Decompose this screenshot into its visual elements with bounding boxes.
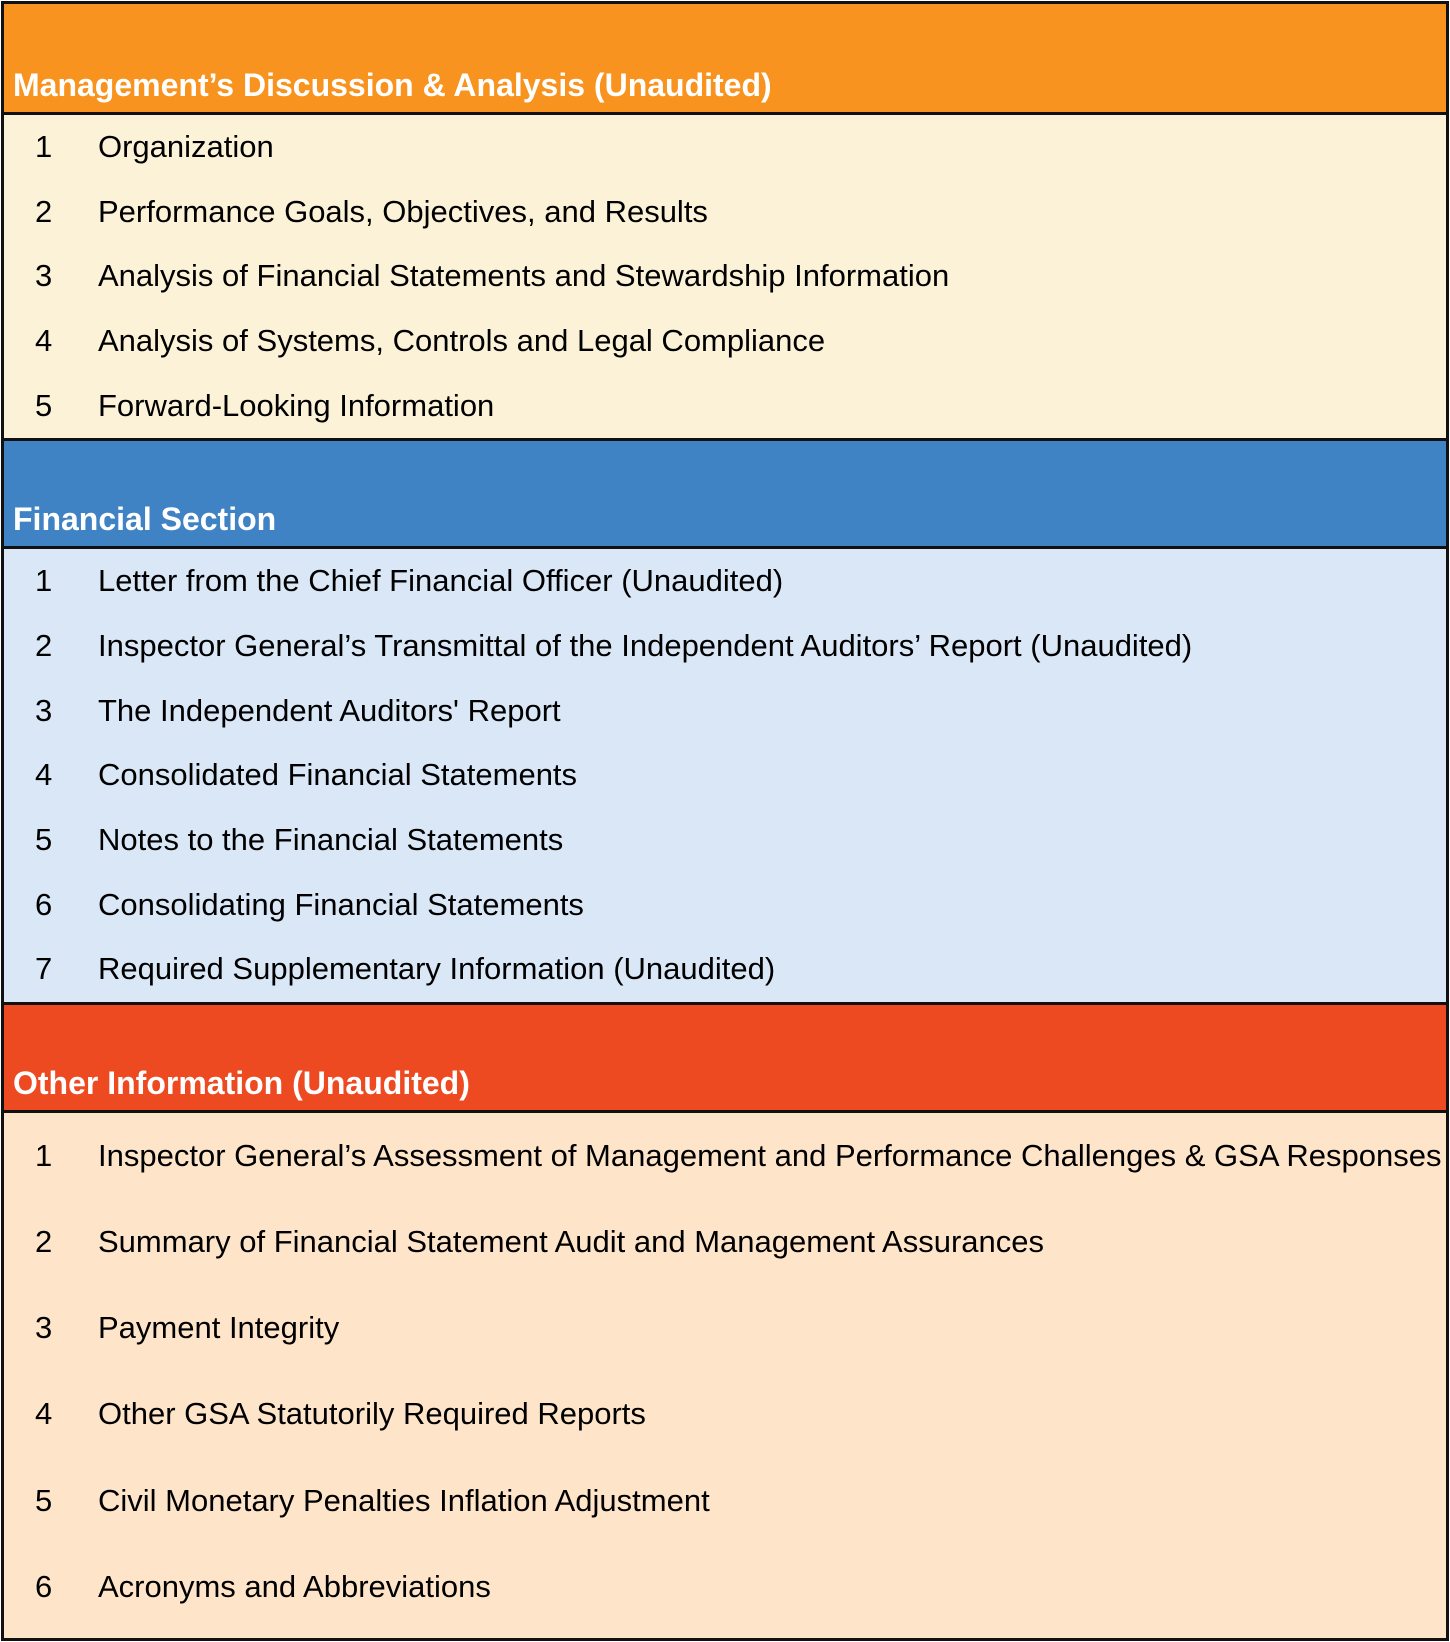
item-number: 2 <box>35 628 53 663</box>
item-label[interactable]: Organization <box>98 129 274 165</box>
toc-item[interactable] <box>4 808 1446 873</box>
item-number: 7 <box>35 951 53 987</box>
item-number: 5 <box>35 387 53 423</box>
section-title: Financial Section <box>13 500 277 537</box>
toc-item[interactable] <box>4 244 1446 309</box>
item-number: 2 <box>35 193 53 229</box>
item-label[interactable]: Consolidated Financial Statements <box>98 757 578 793</box>
toc-item[interactable] <box>4 115 1446 180</box>
section-list-other <box>4 1113 1446 1638</box>
toc-item[interactable] <box>4 1371 1446 1457</box>
section-header-other <box>4 1002 1446 1113</box>
item-label[interactable]: Required Supplementary Information (Unaudited) <box>98 951 776 987</box>
item-number: 3 <box>35 1310 53 1346</box>
toc-item[interactable] <box>4 937 1446 1002</box>
item-label[interactable]: Letter from the Chief Financial Officer (Unaudited) <box>98 563 784 599</box>
item-number: 1 <box>35 563 53 599</box>
item-label[interactable]: Civil Monetary Penalties Inflation Adjustment <box>98 1482 710 1518</box>
toc-item[interactable] <box>4 1199 1446 1285</box>
item-number: 4 <box>35 1396 53 1432</box>
item-label[interactable]: Inspector General’s Assessment of Management and Performance Challenges & GSA Responses <box>98 1137 1442 1173</box>
item-number: 6 <box>35 886 53 922</box>
item-number: 1 <box>35 129 53 165</box>
toc-item[interactable] <box>4 1544 1446 1630</box>
item-label[interactable]: Consolidating Financial Statements <box>98 886 584 922</box>
item-label[interactable]: Forward-Looking Information <box>98 387 495 423</box>
item-label[interactable]: Analysis of Financial Statements and Stewardship Information <box>98 258 950 294</box>
item-number: 3 <box>35 692 53 728</box>
section-title: Other Information (Unaudited) <box>13 1064 470 1101</box>
item-number: 4 <box>35 323 53 359</box>
item-label[interactable]: Analysis of Systems, Controls and Legal Compliance <box>98 323 826 359</box>
section-header-mdna <box>4 4 1446 115</box>
item-label[interactable]: Summary of Financial Statement Audit and Management Assurances <box>98 1224 1044 1260</box>
item-label[interactable]: Notes to the Financial Statements <box>98 822 564 858</box>
toc-item[interactable] <box>4 614 1446 679</box>
item-label[interactable]: Inspector General’s Transmittal of the Independent Auditors’ Report (Unaudited) <box>98 628 1193 663</box>
item-label[interactable]: Performance Goals, Objectives, and Results <box>98 193 708 229</box>
item-number: 1 <box>35 1137 53 1173</box>
item-label[interactable]: The Independent Auditors' Report <box>98 692 561 728</box>
item-label[interactable]: Acronyms and Abbreviations <box>98 1568 491 1604</box>
section-header-financial <box>4 438 1446 549</box>
toc-item[interactable] <box>4 549 1446 614</box>
item-number: 3 <box>35 258 53 294</box>
toc-item[interactable] <box>4 180 1446 245</box>
item-label[interactable]: Other GSA Statutorily Required Reports <box>98 1396 646 1432</box>
section-list-mdna <box>4 115 1446 438</box>
toc-item[interactable] <box>4 1113 1446 1199</box>
toc-item[interactable] <box>4 678 1446 743</box>
toc-item[interactable] <box>4 743 1446 808</box>
item-label[interactable]: Payment Integrity <box>98 1310 340 1346</box>
section-list-financial <box>4 549 1446 1002</box>
toc-item[interactable] <box>4 1285 1446 1371</box>
toc-item[interactable] <box>4 1458 1446 1544</box>
item-number: 5 <box>35 822 53 858</box>
toc-item[interactable] <box>4 309 1446 374</box>
item-number: 6 <box>35 1568 53 1604</box>
toc-item[interactable] <box>4 872 1446 937</box>
item-number: 4 <box>35 757 53 793</box>
toc-item[interactable] <box>4 373 1446 438</box>
item-number: 5 <box>35 1482 53 1518</box>
table-of-contents <box>1 1 1449 1641</box>
item-number: 2 <box>35 1224 53 1260</box>
section-title: Management’s Discussion & Analysis (Unaudited) <box>13 67 772 103</box>
